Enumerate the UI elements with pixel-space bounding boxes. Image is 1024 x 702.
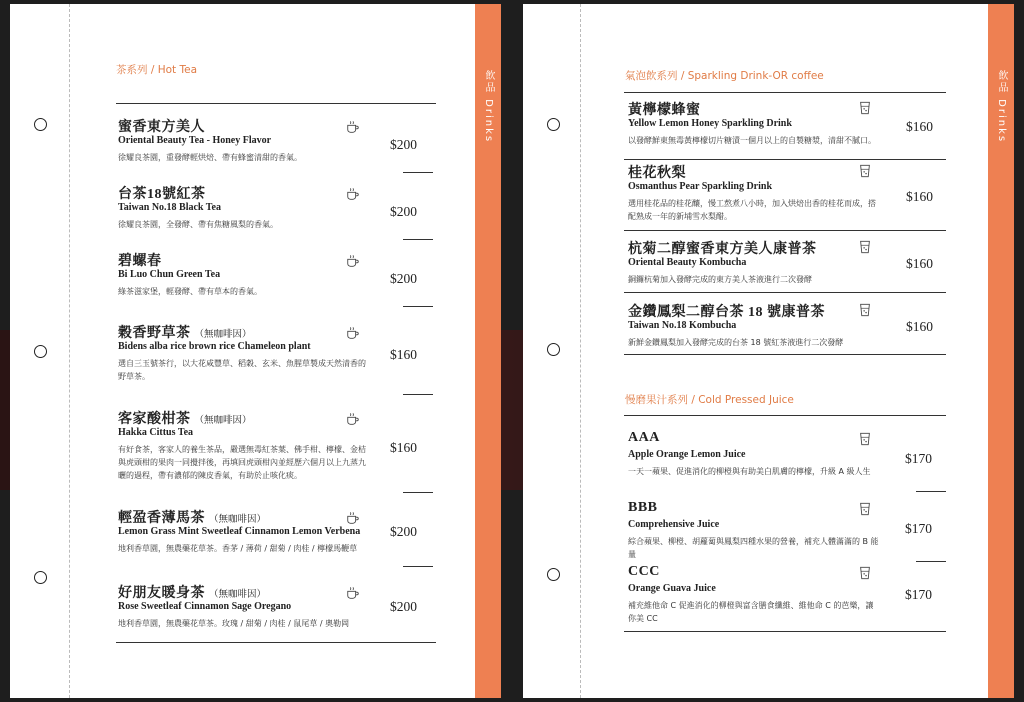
item-english-name: Taiwan No.18 Black Tea (118, 202, 221, 213)
section-rule (116, 103, 436, 104)
item-description: 新鮮金鑽鳳梨加入發酵完成的台茶 18 號紅茶液進行二次發酵 (628, 338, 844, 347)
item-description: 地利香草園，無農藥花草茶。香茅 / 薄荷 / 甜菊 / 肉桂 / 檸檬馬鞭草 (118, 544, 358, 553)
item-name: 杭菊二醇蜜香東方美人康普茶 (628, 242, 817, 257)
item-name: 蜜香東方美人 (118, 120, 205, 135)
item-price: $160 (906, 119, 933, 134)
item-divider (403, 306, 433, 307)
item-english-name: Bidens alba rice brown rice Chameleon plant (118, 341, 311, 352)
section-end-rule (624, 631, 946, 632)
item-name: 黃檸檬蜂蜜 (628, 103, 701, 118)
item-english-name: Rose Sweetleaf Cinnamon Sage Oregano (118, 601, 292, 612)
item-divider (624, 159, 946, 160)
item-description: 補充維他命 C 促進消化的柳橙與富含膳食纖維、維他命 C 的芭樂，讓你美 CC (628, 601, 874, 623)
coffee-cup-icon (346, 586, 360, 600)
glass-icon (858, 240, 872, 254)
item-price: $170 (905, 521, 932, 536)
section-title: 茶系列 / Hot Tea (116, 64, 198, 76)
tab-label: 飲品 Drinks (483, 70, 494, 144)
item-english-name: Oriental Beauty Kombucha (628, 257, 747, 268)
item-price: $160 (906, 256, 933, 271)
item-price: $170 (905, 451, 932, 466)
item-name: 好朋友暖身茶 (118, 586, 205, 601)
section-end-rule (624, 354, 946, 355)
binder-hole (547, 118, 560, 131)
coffee-cup-icon (346, 326, 360, 340)
item-name: 桂花秋梨 (628, 166, 686, 181)
item-price: $160 (906, 319, 933, 334)
item-price: $170 (905, 587, 932, 602)
coffee-cup-icon (346, 254, 360, 268)
section-title: 慢磨果汁系列 / Cold Pressed Juice (625, 394, 794, 406)
item-english-name: Comprehensive Juice (628, 519, 720, 530)
section-rule (624, 92, 946, 93)
item-divider (403, 239, 433, 240)
item-divider (403, 394, 433, 395)
item-description: 一天一蘋果、促進消化的柳橙與有助美白肌膚的檸檬，升級 A 級人生 (628, 467, 871, 476)
item-description: 銅鑼杭菊加入發酵完成的東方美人茶液進行二次發酵 (628, 275, 812, 284)
binder-hole (547, 343, 560, 356)
item-note: （無咖啡因） (209, 590, 267, 600)
item-divider (916, 561, 946, 562)
perforation-line (69, 4, 70, 698)
glass-icon (858, 432, 872, 446)
item-name: CCC (628, 564, 660, 579)
item-name: 客家酸柑茶 (118, 412, 191, 427)
item-note: （無咖啡因） (194, 416, 252, 426)
section-title: 氣泡飲系列 / Sparkling Drink-OR coffee (625, 70, 824, 82)
item-english-name: Hakka Cittus Tea (118, 427, 194, 438)
item-english-name: Osmanthus Pear Sparkling Drink (628, 181, 773, 192)
menu-page-hot-tea (10, 4, 501, 698)
coffee-cup-icon (346, 120, 360, 134)
coffee-cup-icon (346, 187, 360, 201)
item-english-name: Bi Luo Chun Green Tea (118, 269, 221, 280)
item-divider (916, 491, 946, 492)
item-note: （無咖啡因） (209, 515, 267, 525)
item-name: 穀香野草茶 (118, 326, 191, 341)
coffee-cup-icon (346, 412, 360, 426)
item-price: $200 (390, 271, 417, 286)
item-divider (403, 172, 433, 173)
page-tab (988, 4, 1014, 698)
item-description: 以發酵鮮東無毒黃檸檬切片糖漬一個月以上的自製糖漿，清甜不膩口。 (628, 136, 876, 145)
binder-hole (547, 568, 560, 581)
glass-icon (858, 303, 872, 317)
item-price: $200 (390, 524, 417, 539)
item-english-name: Apple Orange Lemon Juice (628, 449, 746, 460)
binder-hole (34, 571, 47, 584)
item-description: 地利香草園，無農藥花草茶。玫瑰 / 甜菊 / 肉桂 / 鼠尾草 / 奧勒岡 (118, 619, 350, 628)
item-name: AAA (628, 430, 660, 445)
item-price: $200 (390, 137, 417, 152)
item-note: （無咖啡因） (194, 330, 252, 340)
item-divider (403, 492, 433, 493)
glass-icon (858, 566, 872, 580)
item-description: 綠茶滋家堡，輕發酵、帶有草本的香氣。 (118, 287, 262, 296)
item-name: 台茶18號紅茶 (118, 187, 206, 202)
item-description: 徐耀良茶園，重發酵輕烘焙、帶有蜂蜜清甜的香氣。 (118, 153, 302, 162)
tab-label: 飲品 Drinks (996, 70, 1007, 144)
glass-icon (858, 101, 872, 115)
perforation-line (580, 4, 581, 698)
binder-hole (34, 118, 47, 131)
item-description: 綜合蘋果、柳橙、胡蘿蔔與鳳梨四種水果的營養，補充人體滿滿的 B 能量 (628, 537, 879, 559)
coffee-cup-icon (346, 511, 360, 525)
section-rule (624, 415, 946, 416)
menu-page-sparkling-juice (523, 4, 1014, 698)
section-end-rule (116, 642, 436, 643)
item-name: BBB (628, 500, 658, 515)
item-english-name: Lemon Grass Mint Sweetleaf Cinnamon Lemon Verbena (118, 526, 361, 537)
item-english-name: Yellow Lemon Honey Sparkling Drink (628, 118, 792, 129)
item-name: 碧螺春 (118, 254, 162, 269)
item-divider (403, 566, 433, 567)
item-price: $200 (390, 204, 417, 219)
item-english-name: Taiwan No.18 Kombucha (628, 320, 737, 331)
item-description: 選自三玉號茶行，以大花咸豐草、稻穀、玄米、魚腥草製成天然清香的野草茶。 (118, 359, 366, 381)
item-price: $160 (906, 189, 933, 204)
glass-icon (858, 502, 872, 516)
item-description: 選用桂花品的桂花釀，慢工熬煮八小時，加入烘焙出香的桂花而成，搭配熟成一年的新埔雪水梨醋。 (628, 199, 876, 221)
item-name: 金鑽鳳梨二醇台茶 18 號康普茶 (628, 305, 825, 320)
item-description: 有好食茶，客家人的養生茶品，嚴選無毒紅茶葉、佛手柑、檸檬、金桔與虎頭柑的果肉一同攪拌後，再填回虎頭柑內並經歷六個月以上九蒸九曬的過程，帶有濃郁的陳皮香氣，有助於止咳化痰。 (118, 445, 366, 480)
item-name: 輕盈香薄馬茶 (118, 511, 205, 526)
item-price: $200 (390, 599, 417, 614)
item-description: 徐耀良茶園，全發酵、帶有焦糖風梨的香氣。 (118, 220, 278, 229)
item-price: $160 (390, 347, 417, 362)
item-price: $160 (390, 440, 417, 455)
item-english-name: Orange Guava Juice (628, 583, 716, 594)
page-tab (475, 4, 501, 698)
binder-hole (34, 345, 47, 358)
item-divider (624, 292, 946, 293)
item-divider (624, 230, 946, 231)
item-english-name: Oriental Beauty Tea - Honey Flavor (118, 135, 272, 146)
glass-icon (858, 164, 872, 178)
